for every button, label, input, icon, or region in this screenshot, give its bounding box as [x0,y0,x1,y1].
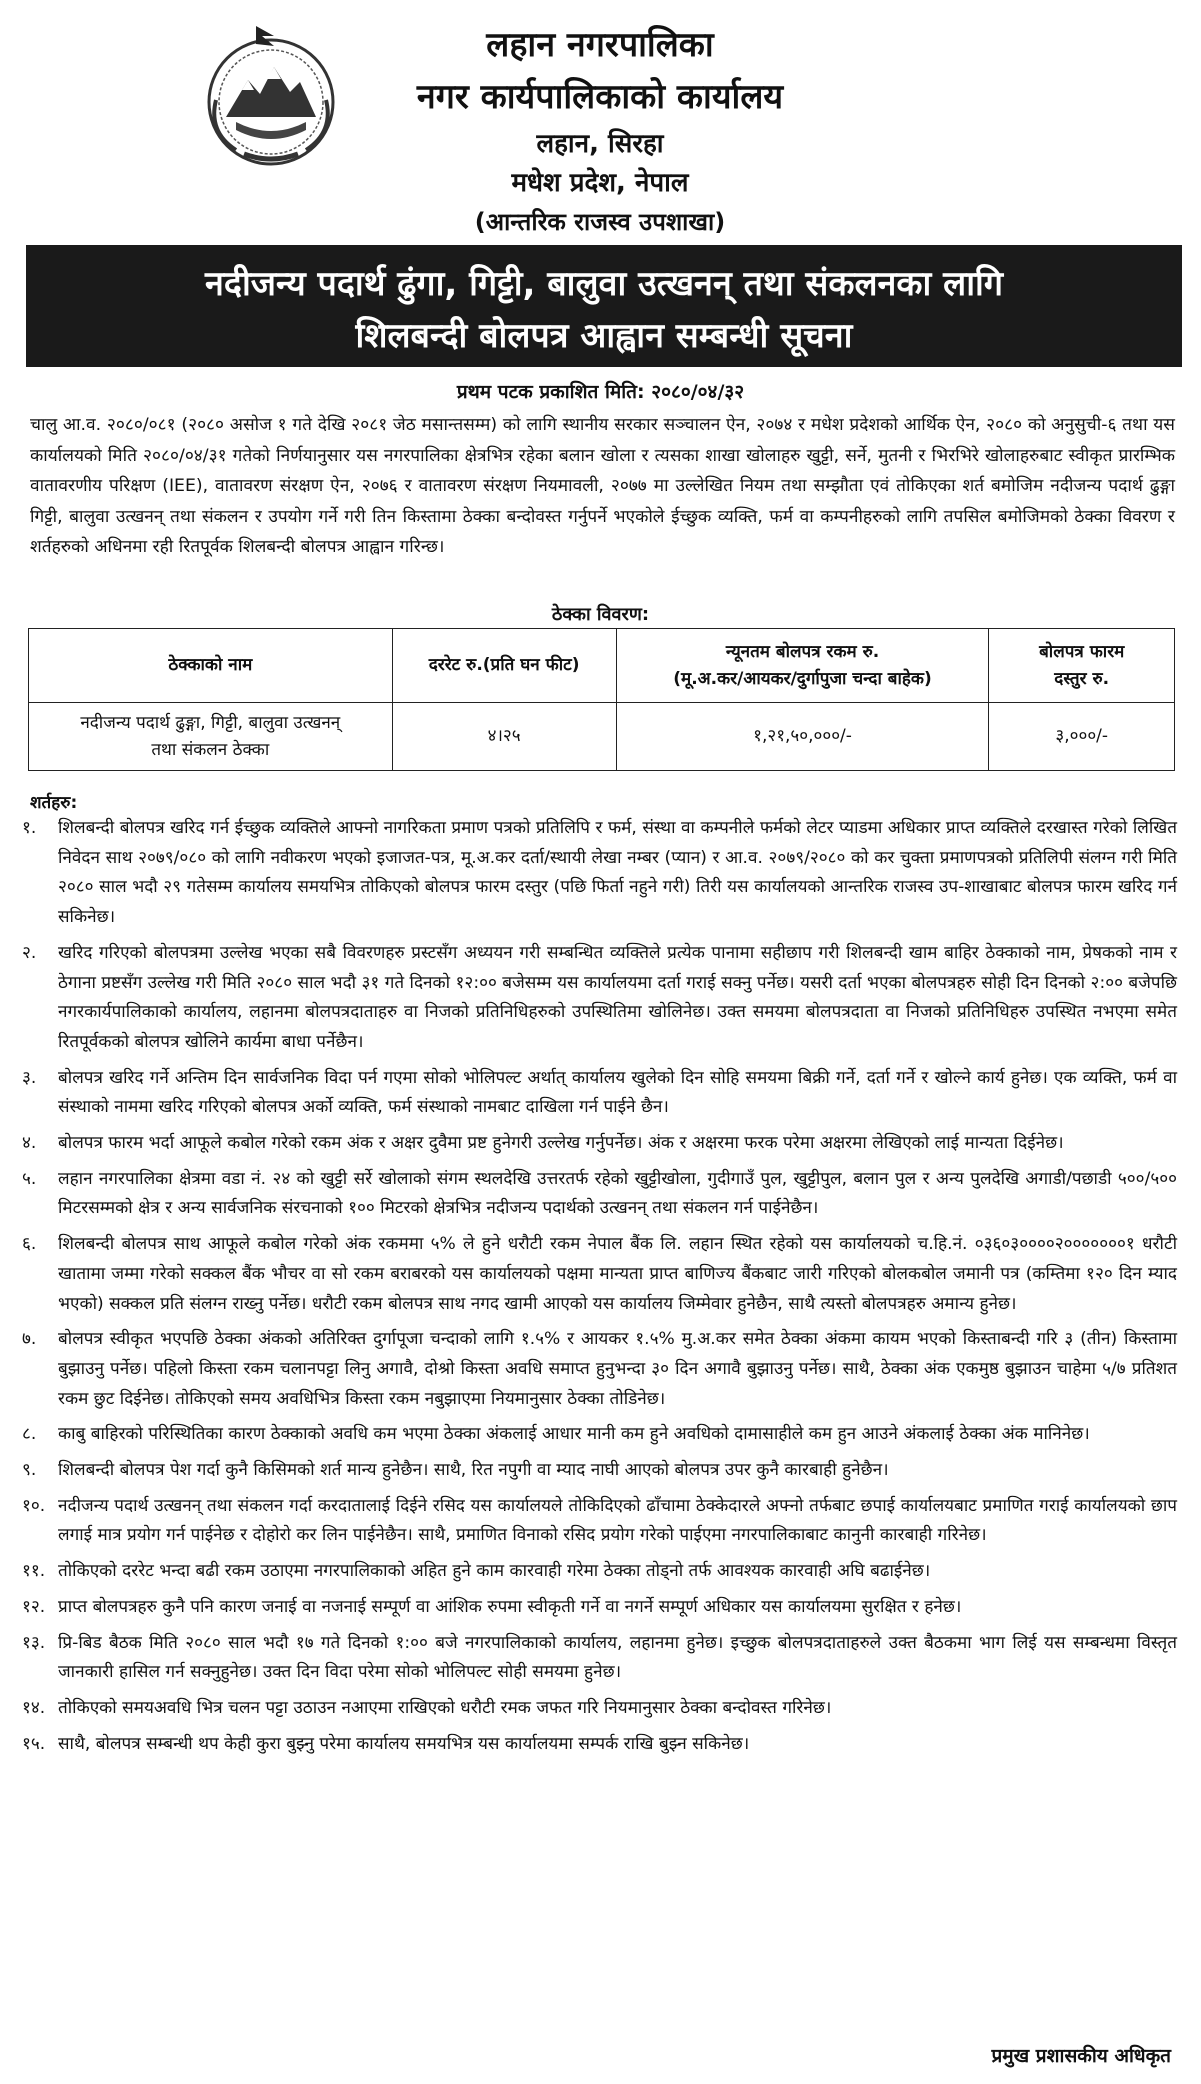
term-text: खरिद गरिएको बोलपत्रमा उल्लेख भएका सबै विवरणहरु प्रस्टसँग अध्ययन गरी सम्बन्धित व्यक्तिले प्रत्येक पानामा सहीछाप गरी शिलबन्दी खाम बाहिर ठेक्काको नाम, प्रेषकको नाम र ठेगाना प्रष्टसँग उल्लेख गरी मिति २०८० साल भदौ ३१ गते दिनको १२:०० बजेसम्म यस कार्यालयमा दर्ता गराई सक्नु पर्नेछ। यसरी दर्ता भएका बोलपत्रहरु सोही दिन दिनको २:०० बजेपछि नगरकार्यपालिकाको कार्यालय, लहानमा बोलपत्रदाताहरु वा निजको प्रतिनिधिहरुको उपस्थितिमा खोलिनेछ। उक्त समयमा बोलपत्रदाता वा निजको प्रतिनिधिहरु उपस्थित नभएमा समेत रितपूर्वकको बोलपत्र खोलिने कार्यमा बाधा पर्नेछैन। [58,942,1177,1052]
term-number: ८. [22,1424,37,1445]
header-min-amount-line-1: न्यूनतम बोलपत्र रकम रु. [725,641,880,662]
office-province: मधेश प्रदेश, नेपाल [511,168,689,198]
office-location: लहान, सिरहा [536,129,664,159]
term-number: २. [22,942,37,963]
cell-rate: ४।२५ [392,703,616,771]
cell-contract-name-line-1: नदीजन्य पदार्थ ढुङ्गा, गिट्टी, बालुवा उत्खनन् [80,712,341,733]
term-number: १३. [22,1632,46,1653]
header-min-amount-line-2: (मू.अ.कर/आयकर/दुर्गापुजा चन्दा बाहेक) [673,668,932,689]
term-item [22,1064,1177,1123]
term-text: काबु बाहिरको परिस्थितिका कारण ठेक्काको अवधि कम भएमा ठेक्का अंकलाई आधार मानी कम हुने अवधिको दामासाहीले कम हुन आउने अंकलाई ठेक्का अंक मानिनेछ। [58,1424,1090,1445]
term-number: १५. [22,1733,46,1754]
cell-min-amount: १,२१,५०,०००/- [616,703,989,771]
intro-paragraph: चालु आ.व. २०८०/०८१ (२०८० असोज १ गते देखि २०८१ जेठ मसान्तसम्म) को लागि स्थानीय सरकार सञ्चालन ऐन, २०७४ र मधेश प्रदेशको आर्थिक ऐन, २०८० को अनुसुची-६ तथा यस कार्यालयको मिति २०८०/०४/३१ गतेको निर्णयानुसार यस नगरपालिका क्षेत्रभित्र रहेका बलान खोला र त्यसका शाखा खोलाहरु खुट्टी, सर्ने, मुतनी र भिरभिरे खोलाहरुबाट स्वीकृत प्रारम्भिक वातावरणीय परिक्षण (IEE), वातावरण संरक्षण ऐन, २०७६ र वातावरण संरक्षण नियमावली, २०७७ मा उल्लेखित नियम तथा सम्झौता एवं तोकिएका शर्त बमोजिम नदीजन्य पदार्थ ढुङ्गा गिट्टी, बालुवा उत्खनन् तथा संकलन र उपयोग गर्ने गरी तिन किस्तामा ठेक्का बन्दोवस्त गर्नुपर्ने भएकोले ईच्छुक व्यक्ति, फर्म वा कम्पनीहरुको लागि तपसिल बमोजिमको ठेक्का विवरण र शर्तहरुको अधिनमा रही रितपूर्वक शिलबन्दी बोलपत्र आह्वान गरिन्छ। [30,415,1175,557]
office-section: (आन्तरिक राजस्व उपशाखा) [474,208,726,236]
term-number: १. [22,818,37,838]
term-text: प्रि-बिड बैठक मिति २०८० साल भदौ १७ गते दिनको १:०० बजे नगरपालिकाको कार्यालय, लहानमा हुनेछ। इच्छुक बोलपत्रदाताहरुले उक्त बैठकमा भाग लिई यस सम्बन्धमा विस्तृत जानकारी हासिल गर्न सक्नुहुनेछ। उक्त दिन विदा परेमा सोको भोलिपल्ट सोही समयमा हुनेछ। [58,1632,1177,1683]
header-contract-name: ठेक्काको नाम [29,629,393,703]
cell-form-fee: ३,०००/- [989,703,1175,771]
term-item [22,1492,1177,1551]
term-item [22,814,1177,933]
term-number: ७. [22,1329,37,1350]
term-number: ३. [22,1067,37,1088]
term-item [22,1420,1177,1450]
term-item [22,1694,1177,1724]
term-text: साथै, बोलपत्र सम्बन्धी थप केही कुरा बुझ्नु परेमा कार्यालय समयभित्र यस कार्यालयमा सम्पर्क राखि बुझ्न सकिनेछ। [58,1733,750,1754]
term-item [22,1230,1177,1319]
terms-title: शर्तहरु: [30,793,78,813]
term-number: ९. [22,1460,37,1481]
letterhead [0,0,1201,236]
term-number: ५. [22,1168,37,1189]
term-item [22,1165,1177,1224]
nepal-government-emblem-icon [196,22,346,172]
notice-title-banner [26,245,1182,367]
term-text: बोलपत्र स्वीकृत भएपछि ठेक्का अंकको अतिरिक्त दुर्गापूजा चन्दाको लागि १.५% र आयकर १.५% मु.अ.कर समेत ठेक्का अंकमा कायम भएको किस्ताबन्दी गरि ३ (तीन) किस्तामा बुझाउनु पर्नेछ। पहिलो किस्ता रकम चलानपट्टा लिनु अगावै, दोश्रो किस्ता अवधि समाप्त हुनुभन्दा ३० दिन अगावै बुझाउनु पर्नेछ। साथै, ठेक्का अंक एकमुष्ठ बुझाउन चाहेमा ५/७ प्रतिशत रकम छुट दिईनेछ। तोकिएको समय अवधिभित्र किस्ता रकम नबुझाएमा नियमानुसार ठेक्का तोडिनेछ। [58,1329,1177,1409]
term-number: १०. [22,1495,46,1516]
notice-title-line-2: शिलबन्दी बोलपत्र आह्वान सम्बन्धी सूचना [355,316,853,356]
term-item [22,939,1177,1058]
table-row [29,703,1175,771]
term-item [22,1730,1177,1760]
office-name: लहान नगरपालिका [486,25,714,65]
header-form-fee [989,629,1175,703]
contract-table [28,628,1175,771]
header-rate: दररेट रु.(प्रति घन फीट) [392,629,616,703]
term-item [22,1593,1177,1623]
term-text: नदीजन्य पदार्थ उत्खनन् तथा संकलन गर्दा करदातालाई दिईने रसिद यस कार्यालयले तोकिदिएको ढाँचामा ठेक्केदारले अफ्नो तर्फबाट छपाई कार्यालयबाट प्रमाणित गराई कार्यालयको छाप लगाई मात्र प्रयोग गर्न पाईनेछ र दोहोरो कर लिन पाईनेछैन। साथै, प्रमाणित विनाको रसिद प्रयोग गरेको पाईएमा नगरपालिकाबाट कानुनी कारबाही गरिनेछ। [58,1495,1177,1546]
header-form-fee-line-2: दस्तुर रु. [1054,668,1110,689]
term-item [22,1629,1177,1688]
term-number: ६. [22,1234,37,1255]
term-text: बोलपत्र फारम भर्दा आफूले कबोल गरेको रकम अंक र अक्षर दुवैमा प्रष्ट हुनेगरी उल्लेख गर्नुपर्नेछ। अंक र अक्षरमा फरक परेमा अक्षरमा लेखिएको लाई मान्यता दिईनेछ। [58,1133,1064,1154]
terms-list [22,814,1177,1765]
cell-contract-name-line-2: तथा संकलन ठेक्का [151,739,270,760]
signatory-title: प्रमुख प्रशासकीय अधिकृत [991,2045,1171,2067]
term-number: १४. [22,1697,46,1718]
header-min-amount [616,629,989,703]
office-title: नगर कार्यपालिकाको कार्यालय [416,77,784,117]
term-item [22,1325,1177,1414]
table-header-row [29,629,1175,703]
term-text: तोकिएको दररेट भन्दा बढी रकम उठाएमा नगरपालिकाको अहित हुने काम कारवाही गरेमा ठेक्का तोड्नो तर्फ आवश्यक कारवाही अघि बढाईनेछ। [58,1561,931,1582]
contract-table-caption: ठेक्का विवरण: [551,604,650,625]
published-date: प्रथम पटक प्रकाशित मिति: २०८०/०४/३२ [456,381,745,403]
cell-contract-name [29,703,393,771]
term-text: शिलबन्दी बोलपत्र साथ आफूले कबोल गरेको अंक रकममा ५% ले हुने धरौटी रकम नेपाल बैंक लि. लहान स्थित रहेको यस कार्यालयको च.हि.नं. ०३६०३००००२०००००००१ धरौटी खातामा जम्मा गरेको सक्कल बैंक भौचर वा सो रकम बराबरको यस कार्यालयको पक्षमा मान्यता प्राप्त बाणिज्य बैंकबाट जारी गरिएको बोलकबोल जमानी पत्र (कम्तिमा १२० दिन म्याद भएको) सक्कल प्रति संलग्न राख्नु पर्नेछ। धरौटी रकम बोलपत्र साथ नगद खामी आएको यस कार्यालय जिम्मेवार हुनेछैन, साथै त्यस्तो बोलपत्रहरु अमान्य हुनेछ। [58,1234,1177,1314]
term-number: ११. [22,1561,46,1582]
term-text: बोलपत्र खरिद गर्ने अन्तिम दिन सार्वजनिक विदा पर्न गएमा सोको भोलिपल्ट अर्थात् कार्यालय खुलेको दिन सोहि समयमा बिक्री गर्ने, दर्ता गर्ने र खोल्ने कार्य हुनेछ। एक व्यक्ति, फर्म वा संस्थाको नाममा खरिद गरिएको बोलपत्र अर्को व्यक्ति, फर्म संस्थाको नामबाट दाखिला गर्न पाईने छैन। [58,1067,1177,1118]
term-item [22,1456,1177,1486]
notice-title-line-1: नदीजन्य पदार्थ ढुंगा, गिट्टी, बालुवा उत्खनन् तथा संकलनका लागि [205,264,1003,304]
term-text: लहान नगरपालिका क्षेत्रमा वडा नं. २४ को खुट्टी सर्रे खोलाको संगम स्थलदेखि उत्तरतर्फ रहेको खुट्टीखोला, गुदीगाउँ पुल, खुट्टीपुल, बलान पुल र अन्य पुलदेखि अगाडी/पछाडी ५००/५०० मिटरसम्मको क्षेत्र र अन्य सार्वजनिक संरचनाको १०० मिटरको क्षेत्रभित्र नदीजन्य पदार्थको उत्खनन् तथा संकलन गर्न पाईनेछैन। [58,1168,1177,1219]
term-text: शिलबन्दी बोलपत्र पेश गर्दा कुनै किसिमको शर्त मान्य हुनेछैन। साथै, रित नपुगी वा म्याद नाघी आएको बोलपत्र उपर कुनै कारबाही हुनेछैन। [58,1460,889,1481]
term-text: तोकिएको समयअवधि भित्र चलन पट्टा उठाउन नआएमा राखिएको धरौटी रमक जफत गरि नियमानुसार ठेक्का बन्दोवस्त गरिनेछ। [58,1697,832,1718]
term-number: १२. [22,1596,46,1617]
term-text: प्राप्त बोलपत्रहरु कुनै पनि कारण जनाई वा नजनाई सम्पूर्ण वा आंशिक रुपमा स्वीकृती गर्ने वा नगर्ने सम्पूर्ण अधिकार यस कार्यालयमा सुरक्षित र हनेछ। [58,1596,962,1617]
term-item [22,1557,1177,1587]
header-form-fee-line-1: बोलपत्र फारम [1039,641,1125,662]
term-item [22,1129,1177,1159]
term-number: ४. [22,1133,37,1154]
term-text: शिलबन्दी बोलपत्र खरिद गर्न ईच्छुक व्यक्तिले आफ्नो नागरिकता प्रमाण पत्रको प्रतिलिपि र फर्म, संस्था वा कम्पनीले फर्मको लेटर प्याडमा अधिकार प्राप्त व्यक्तिले दरखास्त गरेको लिखित निवेदन साथ २०७९/०८० को लागि नवीकरण भएको इजाजत-पत्र, मू.अ.कर दर्ता/स्थायी लेखा नम्बर (प्यान) र आ.व. २०७९/२०८० को कर चुक्ता प्रमाणपत्रको प्रतिलिपी संलग्न गरी मिति २०८० साल भदौ २९ गतेसम्म कार्यालय समयभित्र तोकिएको बोलपत्र फारम दस्तुर (पछि फिर्ता नहुने गरी) तिरी यस कार्यालयको आन्तरिक राजस्व उप-शाखाबाट बोलपत्र फारम खरिद गर्न सकिनेछ। [58,818,1177,928]
